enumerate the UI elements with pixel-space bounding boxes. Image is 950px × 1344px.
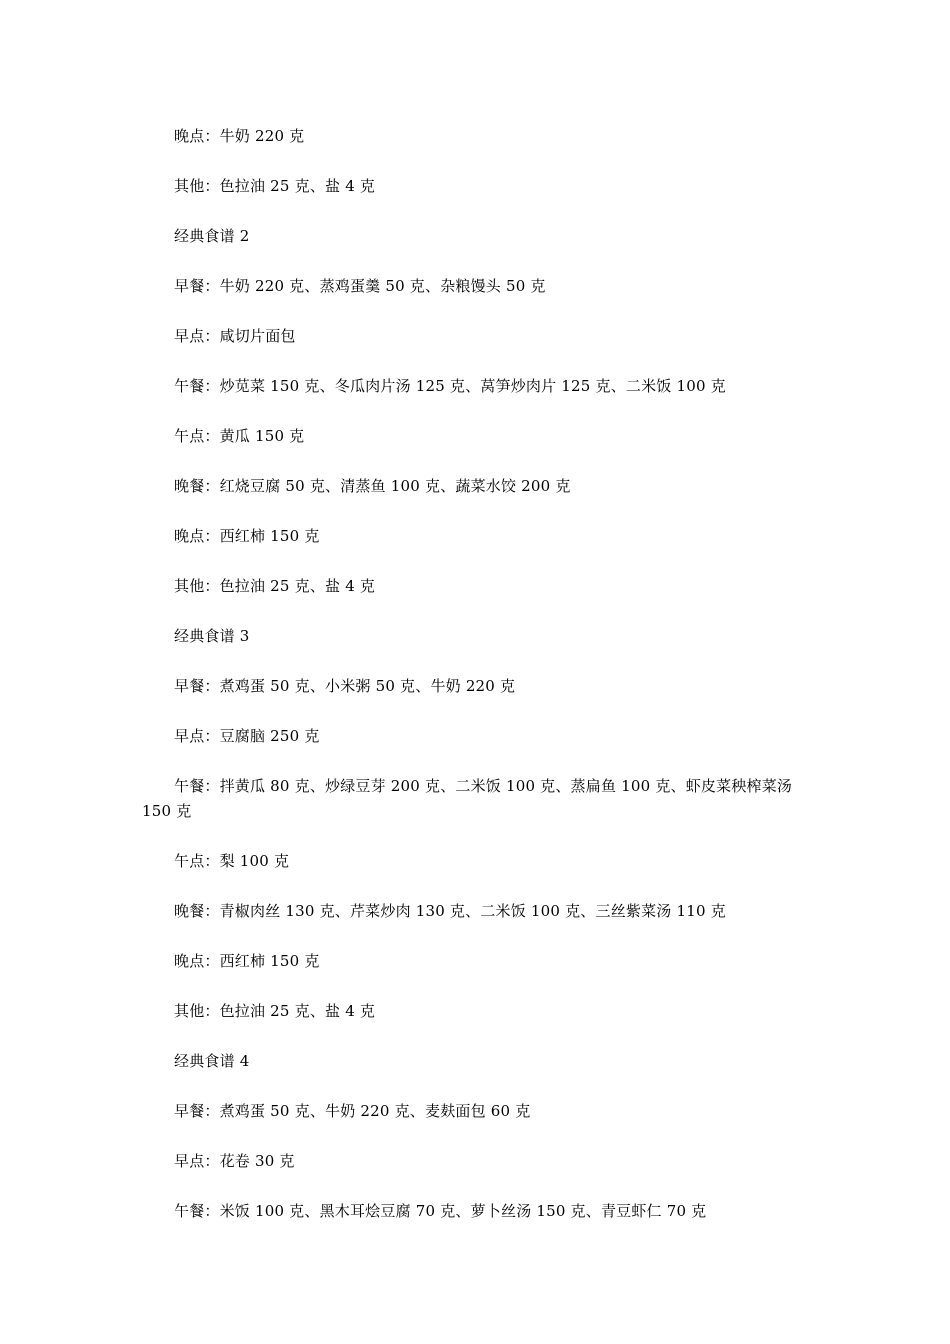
recipe-text [142, 124, 814, 1224]
section-heading: 经典食谱 2 [174, 227, 250, 245]
text-line: 早餐：煮鸡蛋 50 克、牛奶 220 克、麦麸面包 60 克 [174, 1102, 531, 1120]
text-line: 午餐：米饭 100 克、黑木耳烩豆腐 70 克、萝卜丝汤 150 克、青豆虾仁 70 克 [174, 1202, 707, 1220]
text-line: 早点：咸切片面包 [174, 327, 296, 345]
text-line: 早餐：牛奶 220 克、蒸鸡蛋羹 50 克、杂粮馒头 50 克 [174, 277, 546, 295]
text-line: 午点：黄瓜 150 克 [174, 427, 305, 445]
section-heading: 经典食谱 3 [174, 627, 250, 645]
text-line: 早餐：煮鸡蛋 50 克、小米粥 50 克、牛奶 220 克 [174, 677, 516, 695]
text-line: 晚餐：青椒肉丝 130 克、芹菜炒肉 130 克、二米饭 100 克、三丝紫菜汤 110 克 [174, 902, 726, 920]
text-line: 午点：梨 100 克 [174, 852, 290, 870]
text-line: 午餐：炒苋菜 150 克、冬瓜肉片汤 125 克、莴笋炒肉片 125 克、二米饭 100 克 [174, 377, 726, 395]
text-line: 其他：色拉油 25 克、盐 4 克 [174, 177, 376, 195]
text-line: 晚点：西红柿 150 克 [174, 952, 320, 970]
text-line: 早点：豆腐脑 250 克 [174, 727, 320, 745]
text-line: 晚餐：红烧豆腐 50 克、清蒸鱼 100 克、蔬菜水饺 200 克 [174, 477, 571, 495]
section-heading: 经典食谱 4 [174, 1052, 250, 1070]
text-line: 其他：色拉油 25 克、盐 4 克 [174, 577, 376, 595]
text-line: 晚点：西红柿 150 克 [174, 527, 320, 545]
text-line: 其他：色拉油 25 克、盐 4 克 [174, 1002, 376, 1020]
text-line: 午餐：拌黄瓜 80 克、炒绿豆芽 200 克、二米饭 100 克、蒸扁鱼 100 克、虾皮菜秧榨菜汤 150 克 [142, 777, 793, 820]
text-line: 早点：花卷 30 克 [174, 1152, 295, 1170]
text-line: 晚点：牛奶 220 克 [174, 127, 305, 145]
